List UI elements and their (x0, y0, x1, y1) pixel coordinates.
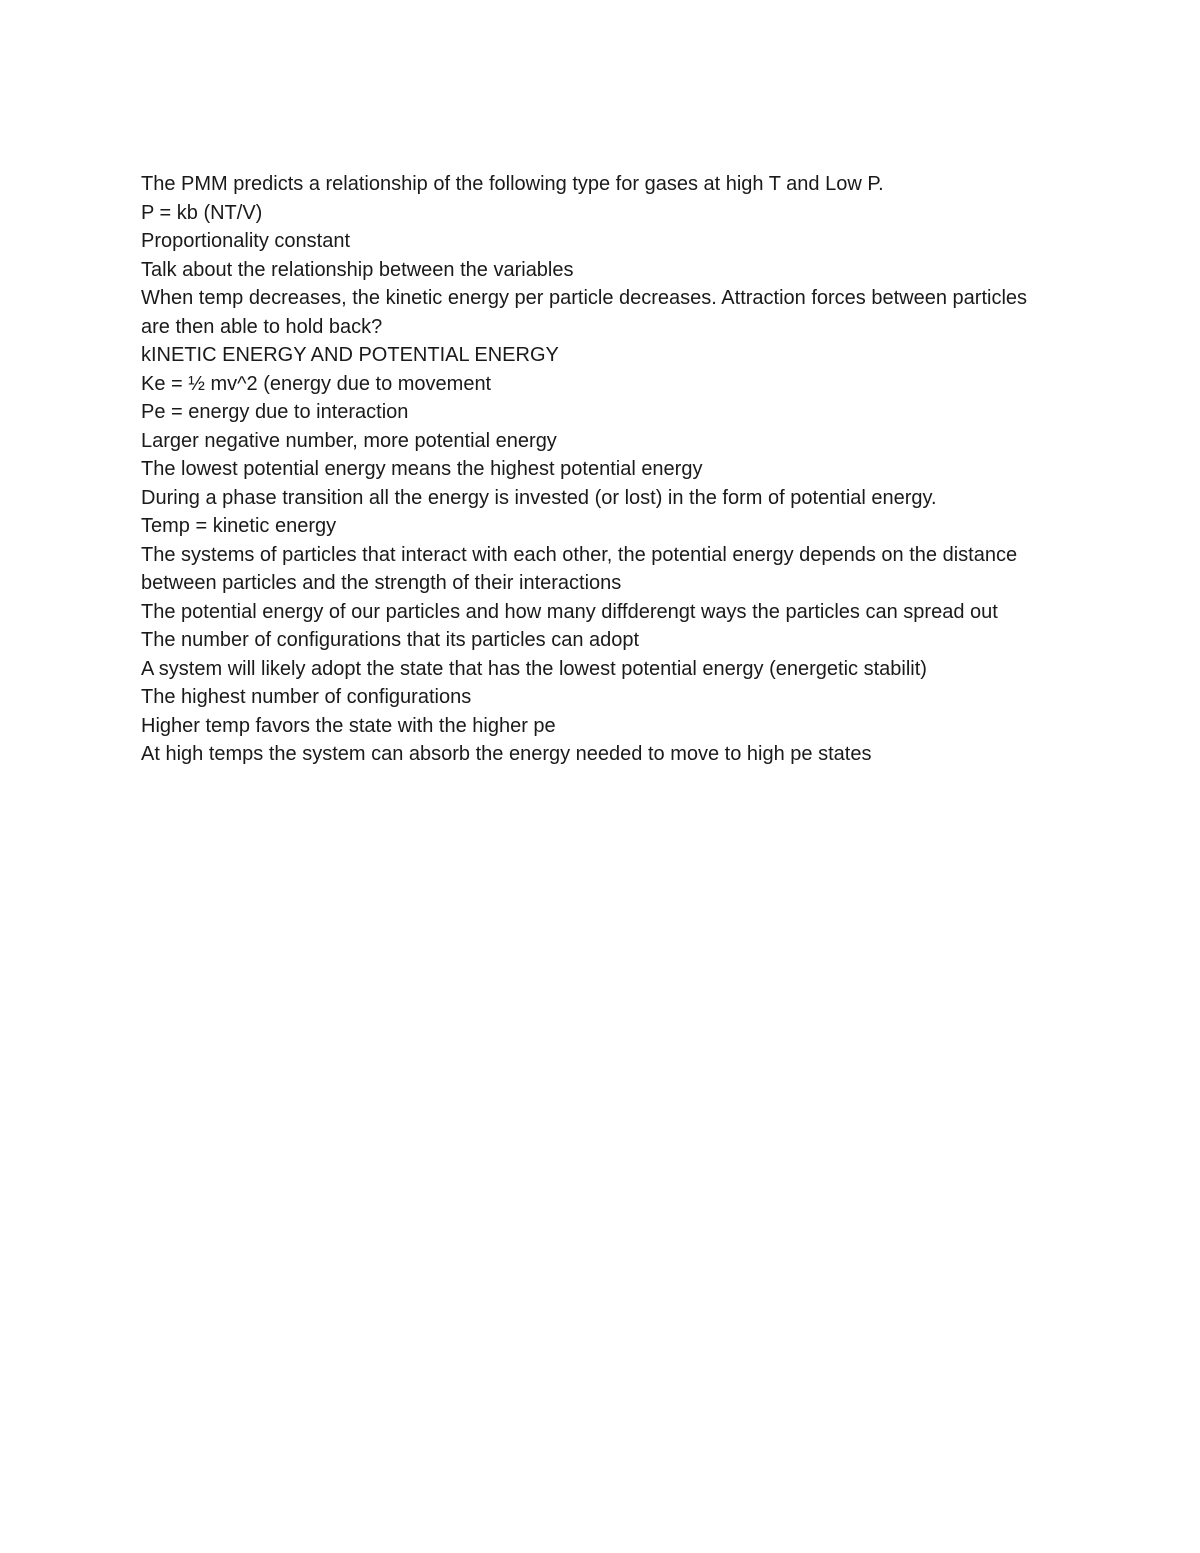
document-body (141, 170, 1046, 769)
text-line: Larger negative number, more potential energy (141, 429, 557, 452)
text-line: Ke = ½ mv^2 (energy due to movement (141, 372, 492, 395)
text-line: Higher temp favors the state with the higher pe (141, 714, 556, 737)
text-line: A system will likely adopt the state that has the lowest potential energy (energetic stabilit) (141, 657, 927, 680)
text-line: At high temps the system can absorb the energy needed to move to high pe states (141, 743, 872, 765)
text-line: The PMM predicts a relationship of the following type for gases at high T and Low P. (141, 173, 884, 195)
text-line: P = kb (NT/V) (141, 201, 263, 224)
text-line: kINETIC ENERGY AND POTENTIAL ENERGY (141, 344, 559, 366)
text-line: Pe = energy due to interaction (141, 401, 409, 423)
text-line: The systems of particles that interact with each other, the potential energy depends on the distance between particles and the strength of their interactions (141, 543, 1018, 594)
text-line: The number of configurations that its particles can adopt (141, 629, 640, 651)
text-line: When temp decreases, the kinetic energy per particle decreases. Attraction forces between particles are then able to hold back? (141, 287, 1028, 338)
text-line: During a phase transition all the energy is invested (or lost) in the form of potential energy. (141, 486, 937, 509)
text-line: The potential energy of our particles and how many diffderengt ways the particles can spread out (141, 600, 998, 623)
text-line: Temp = kinetic energy (141, 515, 337, 537)
text-line: Proportionality constant (141, 230, 351, 252)
text-line: The highest number of configurations (141, 686, 472, 708)
text-line: The lowest potential energy means the highest potential energy (141, 458, 703, 480)
text-line: Talk about the relationship between the variables (141, 258, 574, 281)
